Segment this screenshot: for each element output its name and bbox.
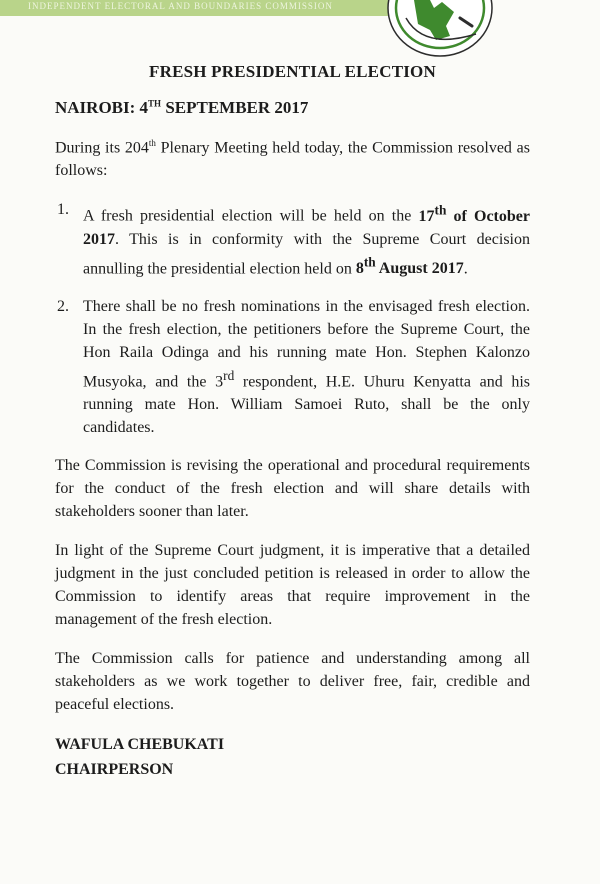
signatory-position: CHAIRPERSON — [55, 761, 174, 779]
dateline: NAIROBI: 4TH SEPTEMBER 2017 — [55, 98, 309, 117]
press-release — [55, 62, 530, 782]
signatory-name: WAFULA CHEBUKATI — [55, 736, 225, 754]
paragraph-judgment: In light of the Supreme Court judgment, it is imperative that a detailed judgment in the just concluded petition is released in order to allow the Commission to identify areas that require improvement in the management of the fresh election. — [55, 542, 530, 629]
paragraph-appeal: The Commission calls for patience and understanding among all stakeholders as we work together to deliver free, fair, credible and peaceful elections. — [55, 650, 530, 714]
resolution-number: 1. — [57, 201, 69, 219]
resolution-number: 2. — [57, 297, 69, 315]
annulled-election-date: 8th August 2017 — [355, 254, 464, 277]
intro-paragraph: During its 204th Plenary Meeting held today, the Commission resolved as follows: — [55, 138, 530, 180]
resolution-2 — [55, 295, 530, 439]
iebc-logo-icon — [384, 0, 496, 58]
document-title: FRESH PRESIDENTIAL ELECTION — [149, 62, 436, 81]
letterhead-text: INDEPENDENT ELECTORAL AND BOUNDARIES COMMISSION — [28, 1, 333, 11]
resolution-text: There shall be no fresh nominations in the envisaged fresh election. In the fresh election, the petitioners before the Supreme Court, the Hon Raila Odinga and his running mate Hon. Stephen Kalonzo Musyoka, and the 3rd respondent, H.E. Uhuru Kenyatta and his running mate Hon. William Samoei Ruto, shall be the only candidates. — [83, 297, 531, 437]
resolution-1 — [55, 198, 530, 280]
letterhead-strip — [0, 0, 395, 16]
paragraph-revision: The Commission is revising the operational and procedural requirements for the conduct of the fresh election and will share details with stakeholders sooner than later. — [55, 457, 530, 521]
resolution-text: A fresh presidential election will be held on the 17th of October 2017. This is in conformity with the Supreme Court decision annulling the presidential election held on 8th August 2017. — [83, 202, 530, 277]
election-date: 17th of October 2017 — [83, 202, 530, 248]
